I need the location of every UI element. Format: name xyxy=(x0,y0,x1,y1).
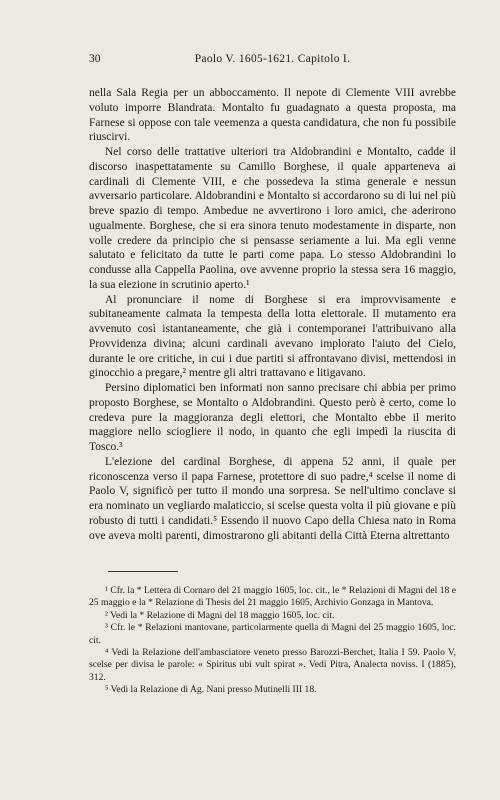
footnote: ⁴ Vedi la Relazione dell'ambasciatore veneto presso Barozzi-Berchet, Italia I 59. Paolo V, scelse per divisa le parole: « Spiritus ubi vult spirat ». Vedi Pitra, Analecta noviss. I (1885), 312. xyxy=(89,647,456,683)
paragraph: Persino diplomatici ben informati non sanno precisare chi abbia per primo proposto Borghese, se Montalto o Aldobrandini. Questo però è certo, come lo credeva pure la maggioranza degli elettori, che Montalto ebbe il merito maggiore nello sciogliere il nodo, in quanto che egli impedì la riuscita di Tosco.³ xyxy=(89,382,456,453)
paragraph: Nel corso delle trattative ulteriori tra Aldobrandini e Montalto, cadde il discorso inaspettatamente su Camillo Borghese, il quale apparteneva ai cardinali di Clemente VIII, e che possedeva la stima generale e nessun avversario particolare. Aldobrandini e Montalto si accordarono su di lui nel più breve spazio di tempo. Ambedue ne avvertirono i loro amici, che aderirono ugualmente. Borghese, che si era sinora tenuto modestamente in disparte, non volle credere da principio che si pensasse seriamente a lui. Ma egli venne salutato e felicitato da tutte le parti come papa. Lo stesso Aldobrandini lo condusse alla Cappella Paolina, ove avvenne proprio la stessa sera 16 maggio, la sua elezione in scrutinio aperto.¹ xyxy=(89,146,456,291)
footnote: ¹ Cfr. la * Lettera di Cornaro del 21 maggio 1605, loc. cit., le * Relazioni di Magni del 18 e 25 maggio e la * Relazione di Thesis del 21 maggio 1605, Archivio Gonzaga in Mantova. xyxy=(89,585,456,609)
paragraph: nella Sala Regia per un abboccamento. Il nepote di Clemente VIII avrebbe voluto imporre Blandrata. Montalto fu guadagnato a questa proposta, ma Farnese si oppose con tale veemenza a questa candidatura, che non fu possibile riuscirvi. xyxy=(89,87,456,144)
running-head: Paolo V. 1605-1621. Capitolo I. xyxy=(194,53,351,65)
footnotes xyxy=(89,585,456,697)
paragraph: Al pronunciare il nome di Borghese si era improvvisamente e subitaneamente calmata la tempesta della lotta elettorale. Il mutamento era avvenuto così istantaneamente, che già i contemporanei l'attribuivano alla Provvidenza divina; alcuni cardinali avevano implorato l'aiuto del Cielo, durante le ore critiche, in cui i due partiti si affrontavano divisi, mettendosi in ginocchio a pregare,² mentre gli altri trattavano e litigavano. xyxy=(89,293,456,380)
footnote: ² Vedi la * Relazione di Magni del 18 maggio 1605, loc. cit. xyxy=(105,609,335,621)
footnote-divider xyxy=(108,571,178,572)
page-number: 30 xyxy=(89,53,101,65)
page-header xyxy=(89,53,456,69)
footnote: ⁵ Vedi la Relazione di Ag. Nani presso Mutinelli III 18. xyxy=(105,684,317,696)
paragraph: L'elezione del cardinal Borghese, di appena 52 anni, il quale per riconoscenza verso il papa Farnese, protettore di suo padre,⁴ scelse il nome di Paolo V, significò per tutto il mondo una sorpresa. Se nell'ultimo conclave si era nominato un vegliardo malaticcio, si scelse questa volta il più giovane e più robusto di tutti i candidati.⁵ Essendo il nuovo Capo della Chiesa nato in Roma ove aveva molti parenti, dimostrarono gli abitanti della Città Eterna altrettanto xyxy=(89,455,456,542)
footnote: ³ Cfr. le * Relazioni mantovane, particolarmente quella di Magni del 25 maggio 1605, loc. cit. xyxy=(89,622,456,646)
main-text xyxy=(89,86,456,543)
